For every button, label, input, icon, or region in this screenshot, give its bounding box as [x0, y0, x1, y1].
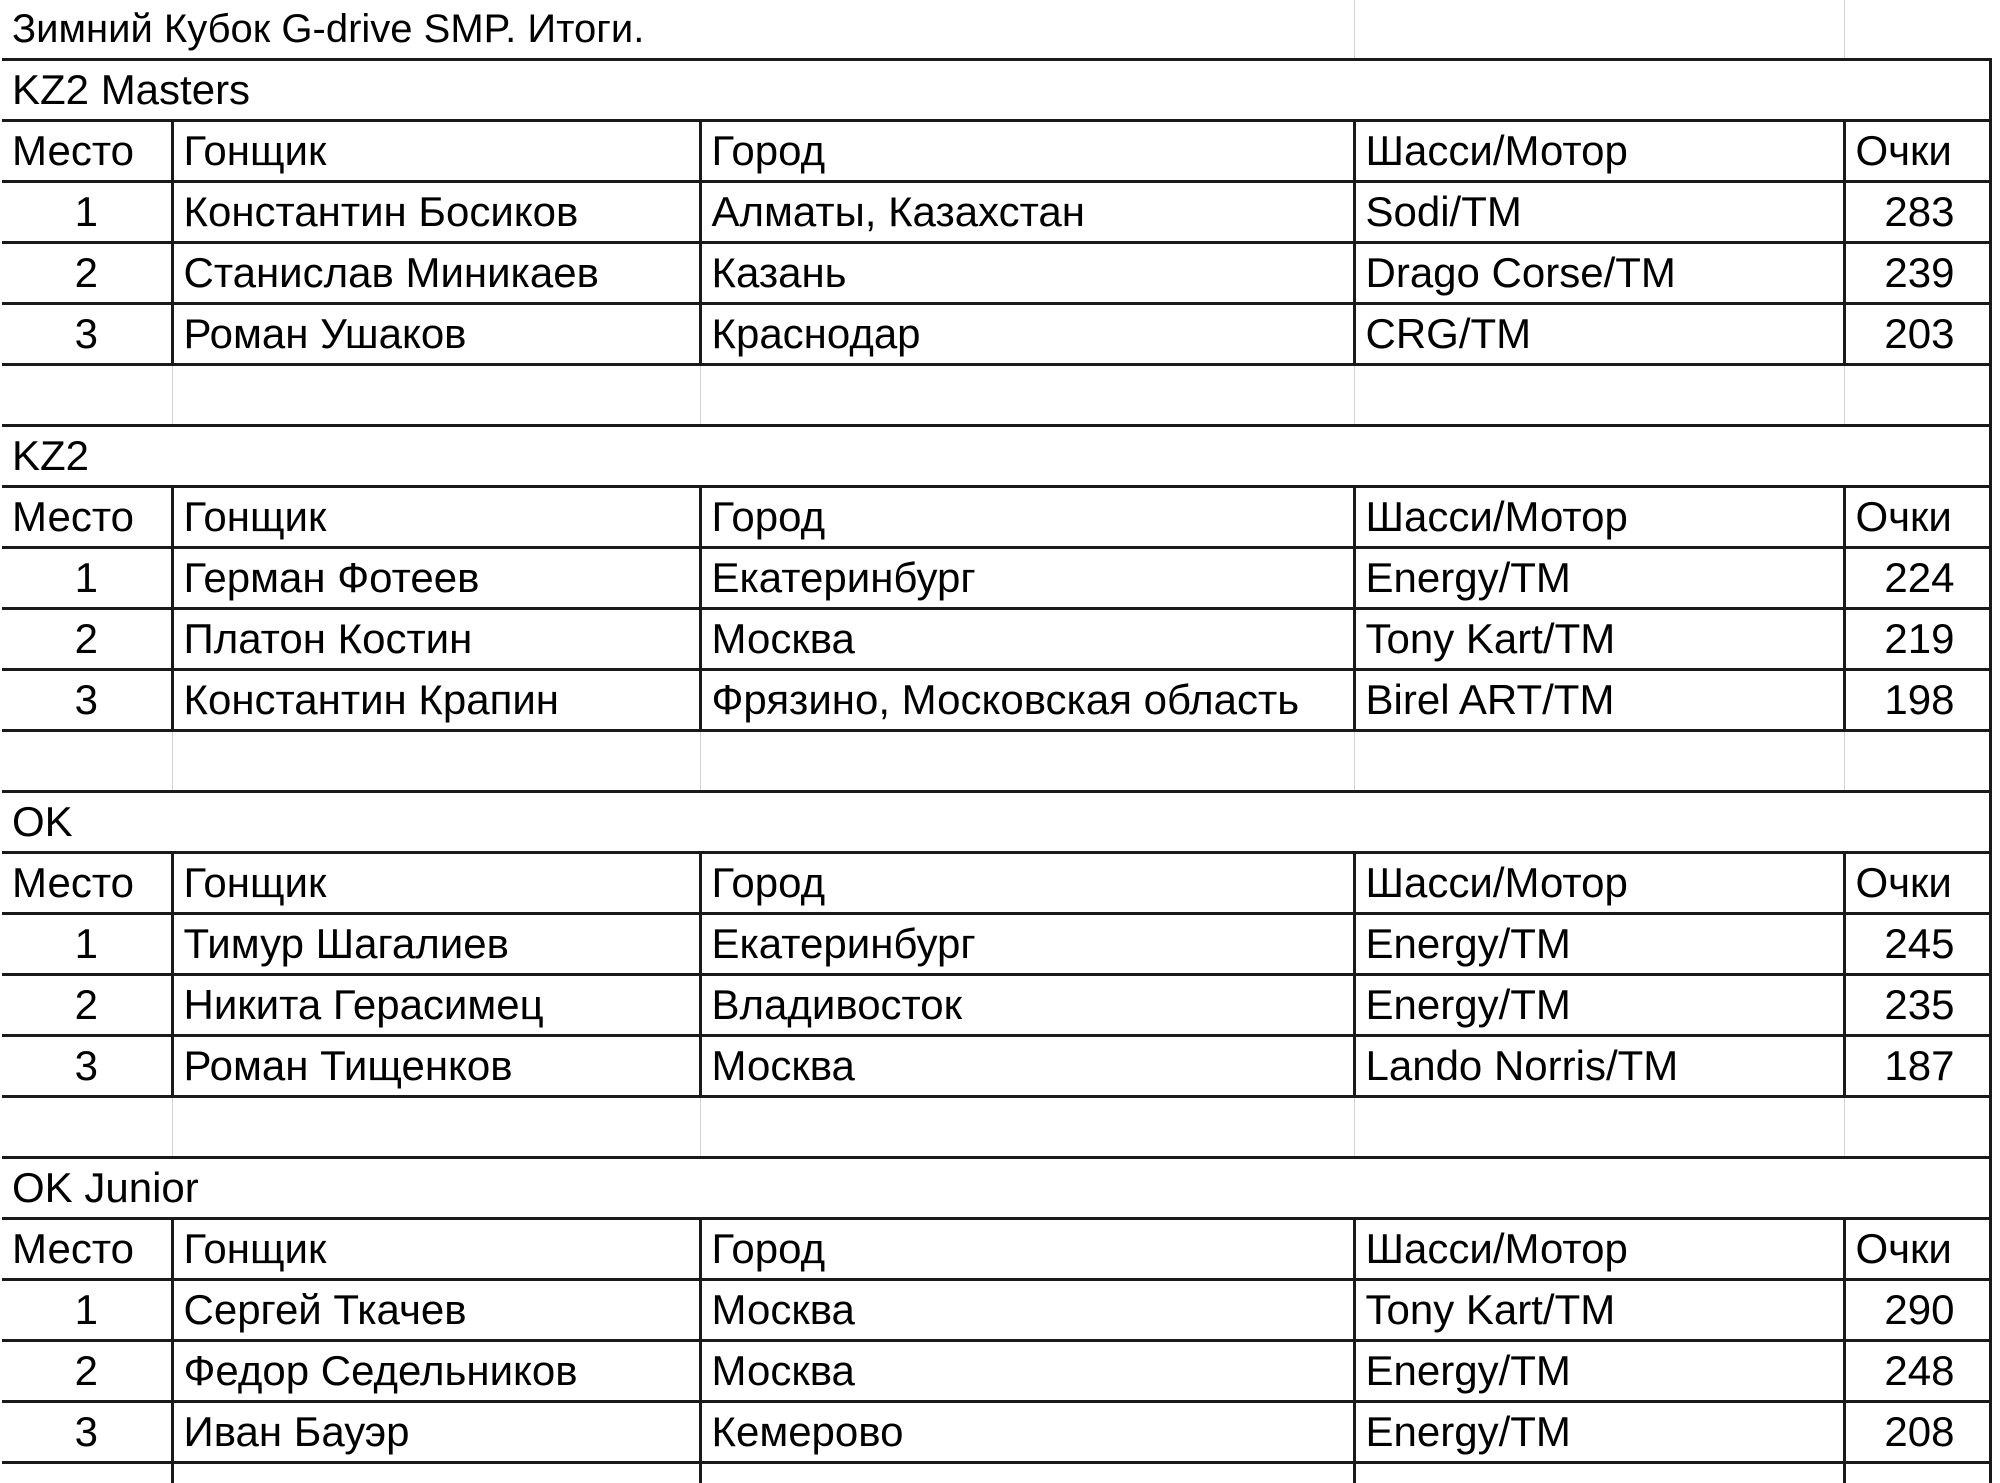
chassis-cell[interactable]: Tony Kart/TM: [1354, 609, 1844, 670]
empty-cell[interactable]: [700, 365, 1354, 426]
empty-cell[interactable]: [2, 1097, 172, 1158]
category-title[interactable]: KZ2 Masters: [2, 60, 1990, 121]
spacer-row: [2, 731, 1990, 792]
header-place[interactable]: Место: [2, 487, 172, 548]
header-city[interactable]: Город: [700, 121, 1354, 182]
header-place[interactable]: Место: [2, 1219, 172, 1280]
category-title[interactable]: OK Junior: [2, 1158, 1990, 1219]
driver-cell[interactable]: Никита Герасимец: [172, 975, 700, 1036]
points-cell[interactable]: 187: [1844, 1036, 1990, 1097]
chassis-cell[interactable]: Energy/TM: [1354, 548, 1844, 609]
place-cell[interactable]: 1: [2, 548, 172, 609]
empty-cell[interactable]: [1354, 731, 1844, 792]
empty-cell[interactable]: [2, 365, 172, 426]
driver-cell[interactable]: Сергей Ткачев: [172, 1280, 700, 1341]
driver-cell[interactable]: Платон Костин: [172, 609, 700, 670]
results-table: [2, 0, 1992, 1483]
header-chassis[interactable]: Шасси/Мотор: [1354, 121, 1844, 182]
empty-cell[interactable]: [1844, 731, 1990, 792]
place-cell[interactable]: 3: [2, 1402, 172, 1463]
chassis-cell[interactable]: CRG/TM: [1354, 304, 1844, 365]
city-cell[interactable]: Екатеринбург: [700, 914, 1354, 975]
points-cell[interactable]: 290: [1844, 1280, 1990, 1341]
document-title[interactable]: Зимний Кубок G-drive SMP. Итоги.: [2, 0, 1354, 60]
city-cell[interactable]: Москва: [700, 1036, 1354, 1097]
header-row: [2, 487, 1990, 548]
points-cell[interactable]: 198: [1844, 670, 1990, 731]
category-row: [2, 426, 1990, 487]
table-row: [2, 670, 1990, 731]
category-row: [2, 60, 1990, 121]
chassis-cell[interactable]: Lando Norris/TM: [1354, 1036, 1844, 1097]
header-row: [2, 853, 1990, 914]
empty-cell[interactable]: [1354, 365, 1844, 426]
city-cell[interactable]: Кемерово: [700, 1402, 1354, 1463]
empty-cell[interactable]: [1844, 365, 1990, 426]
points-cell[interactable]: 245: [1844, 914, 1990, 975]
city-cell[interactable]: Владивосток: [700, 975, 1354, 1036]
empty-cell[interactable]: [172, 731, 700, 792]
driver-cell[interactable]: Роман Тищенков: [172, 1036, 700, 1097]
driver-cell[interactable]: Герман Фотеев: [172, 548, 700, 609]
header-place[interactable]: Место: [2, 853, 172, 914]
table-row: [2, 1341, 1990, 1402]
header-driver[interactable]: Гонщик: [172, 121, 700, 182]
place-cell[interactable]: 3: [2, 670, 172, 731]
place-cell[interactable]: 1: [2, 914, 172, 975]
table-row: [2, 1402, 1990, 1463]
place-cell[interactable]: 2: [2, 975, 172, 1036]
driver-cell[interactable]: Константин Босиков: [172, 182, 700, 243]
driver-cell[interactable]: Тимур Шагалиев: [172, 914, 700, 975]
driver-cell[interactable]: Станислав Миникаев: [172, 243, 700, 304]
header-points[interactable]: Очки: [1844, 121, 1990, 182]
chassis-cell[interactable]: Energy/TM: [1354, 1402, 1844, 1463]
chassis-cell[interactable]: Energy/TM: [1354, 914, 1844, 975]
header-place[interactable]: Место: [2, 121, 172, 182]
title-row: [2, 0, 1990, 60]
empty-cell[interactable]: [172, 365, 700, 426]
empty-cell[interactable]: [1844, 0, 1990, 60]
category-row: [2, 1158, 1990, 1219]
table-row: [2, 609, 1990, 670]
city-cell[interactable]: Москва: [700, 609, 1354, 670]
city-cell[interactable]: Краснодар: [700, 304, 1354, 365]
chassis-cell[interactable]: Energy/TM: [1354, 1341, 1844, 1402]
empty-cell[interactable]: [172, 1463, 700, 1483]
empty-cell[interactable]: [700, 1463, 1354, 1483]
city-cell[interactable]: Москва: [700, 1280, 1354, 1341]
header-row: [2, 121, 1990, 182]
header-city[interactable]: Город: [700, 1219, 1354, 1280]
header-chassis[interactable]: Шасси/Мотор: [1354, 487, 1844, 548]
city-cell[interactable]: Казань: [700, 243, 1354, 304]
chassis-cell[interactable]: Sodi/TM: [1354, 182, 1844, 243]
points-cell[interactable]: 235: [1844, 975, 1990, 1036]
table-row: [2, 304, 1990, 365]
empty-cell[interactable]: [2, 731, 172, 792]
driver-cell[interactable]: Роман Ушаков: [172, 304, 700, 365]
empty-cell[interactable]: [1354, 1097, 1844, 1158]
spacer-row: [2, 1097, 1990, 1158]
header-row: [2, 1219, 1990, 1280]
driver-cell[interactable]: Константин Крапин: [172, 670, 700, 731]
place-cell[interactable]: 2: [2, 609, 172, 670]
place-cell[interactable]: 1: [2, 182, 172, 243]
header-chassis[interactable]: Шасси/Мотор: [1354, 853, 1844, 914]
place-cell[interactable]: 3: [2, 304, 172, 365]
empty-cell[interactable]: [172, 1097, 700, 1158]
points-cell[interactable]: 239: [1844, 243, 1990, 304]
category-title[interactable]: KZ2: [2, 426, 1990, 487]
category-title[interactable]: OK: [2, 792, 1990, 853]
place-cell[interactable]: 2: [2, 1341, 172, 1402]
header-driver[interactable]: Гонщик: [172, 1219, 700, 1280]
header-points[interactable]: Очки: [1844, 487, 1990, 548]
city-cell[interactable]: Фрязино, Московская область: [700, 670, 1354, 731]
spacer-row: [2, 365, 1990, 426]
table-row: [2, 914, 1990, 975]
empty-cell[interactable]: [1844, 1097, 1990, 1158]
city-cell[interactable]: Алматы, Казахстан: [700, 182, 1354, 243]
header-driver[interactable]: Гонщик: [172, 487, 700, 548]
table-row: [2, 243, 1990, 304]
table-row: [2, 182, 1990, 243]
header-points[interactable]: Очки: [1844, 1219, 1990, 1280]
empty-cell[interactable]: [1354, 1463, 1844, 1483]
empty-cell[interactable]: [2, 1463, 172, 1483]
points-cell[interactable]: 203: [1844, 304, 1990, 365]
category-row: [2, 792, 1990, 853]
driver-cell[interactable]: Федор Седельников: [172, 1341, 700, 1402]
empty-cell[interactable]: [700, 1097, 1354, 1158]
table-row: [2, 1036, 1990, 1097]
city-cell[interactable]: Екатеринбург: [700, 548, 1354, 609]
place-cell[interactable]: 3: [2, 1036, 172, 1097]
header-chassis[interactable]: Шасси/Мотор: [1354, 1219, 1844, 1280]
chassis-cell[interactable]: Birel ART/TM: [1354, 670, 1844, 731]
points-cell[interactable]: 208: [1844, 1402, 1990, 1463]
city-cell[interactable]: Москва: [700, 1341, 1354, 1402]
place-cell[interactable]: 1: [2, 1280, 172, 1341]
chassis-cell[interactable]: Drago Corse/TM: [1354, 243, 1844, 304]
table-row: [2, 548, 1990, 609]
points-cell[interactable]: 283: [1844, 182, 1990, 243]
spacer-row: [2, 1463, 1990, 1483]
chassis-cell[interactable]: Tony Kart/TM: [1354, 1280, 1844, 1341]
place-cell[interactable]: 2: [2, 243, 172, 304]
header-driver[interactable]: Гонщик: [172, 853, 700, 914]
header-city[interactable]: Город: [700, 487, 1354, 548]
points-cell[interactable]: 224: [1844, 548, 1990, 609]
driver-cell[interactable]: Иван Бауэр: [172, 1402, 700, 1463]
points-cell[interactable]: 248: [1844, 1341, 1990, 1402]
table-row: [2, 975, 1990, 1036]
table-row: [2, 1280, 1990, 1341]
empty-cell[interactable]: [1354, 0, 1844, 60]
points-cell[interactable]: 219: [1844, 609, 1990, 670]
header-points[interactable]: Очки: [1844, 853, 1990, 914]
header-city[interactable]: Город: [700, 853, 1354, 914]
empty-cell[interactable]: [1844, 1463, 1990, 1483]
empty-cell[interactable]: [700, 731, 1354, 792]
chassis-cell[interactable]: Energy/TM: [1354, 975, 1844, 1036]
